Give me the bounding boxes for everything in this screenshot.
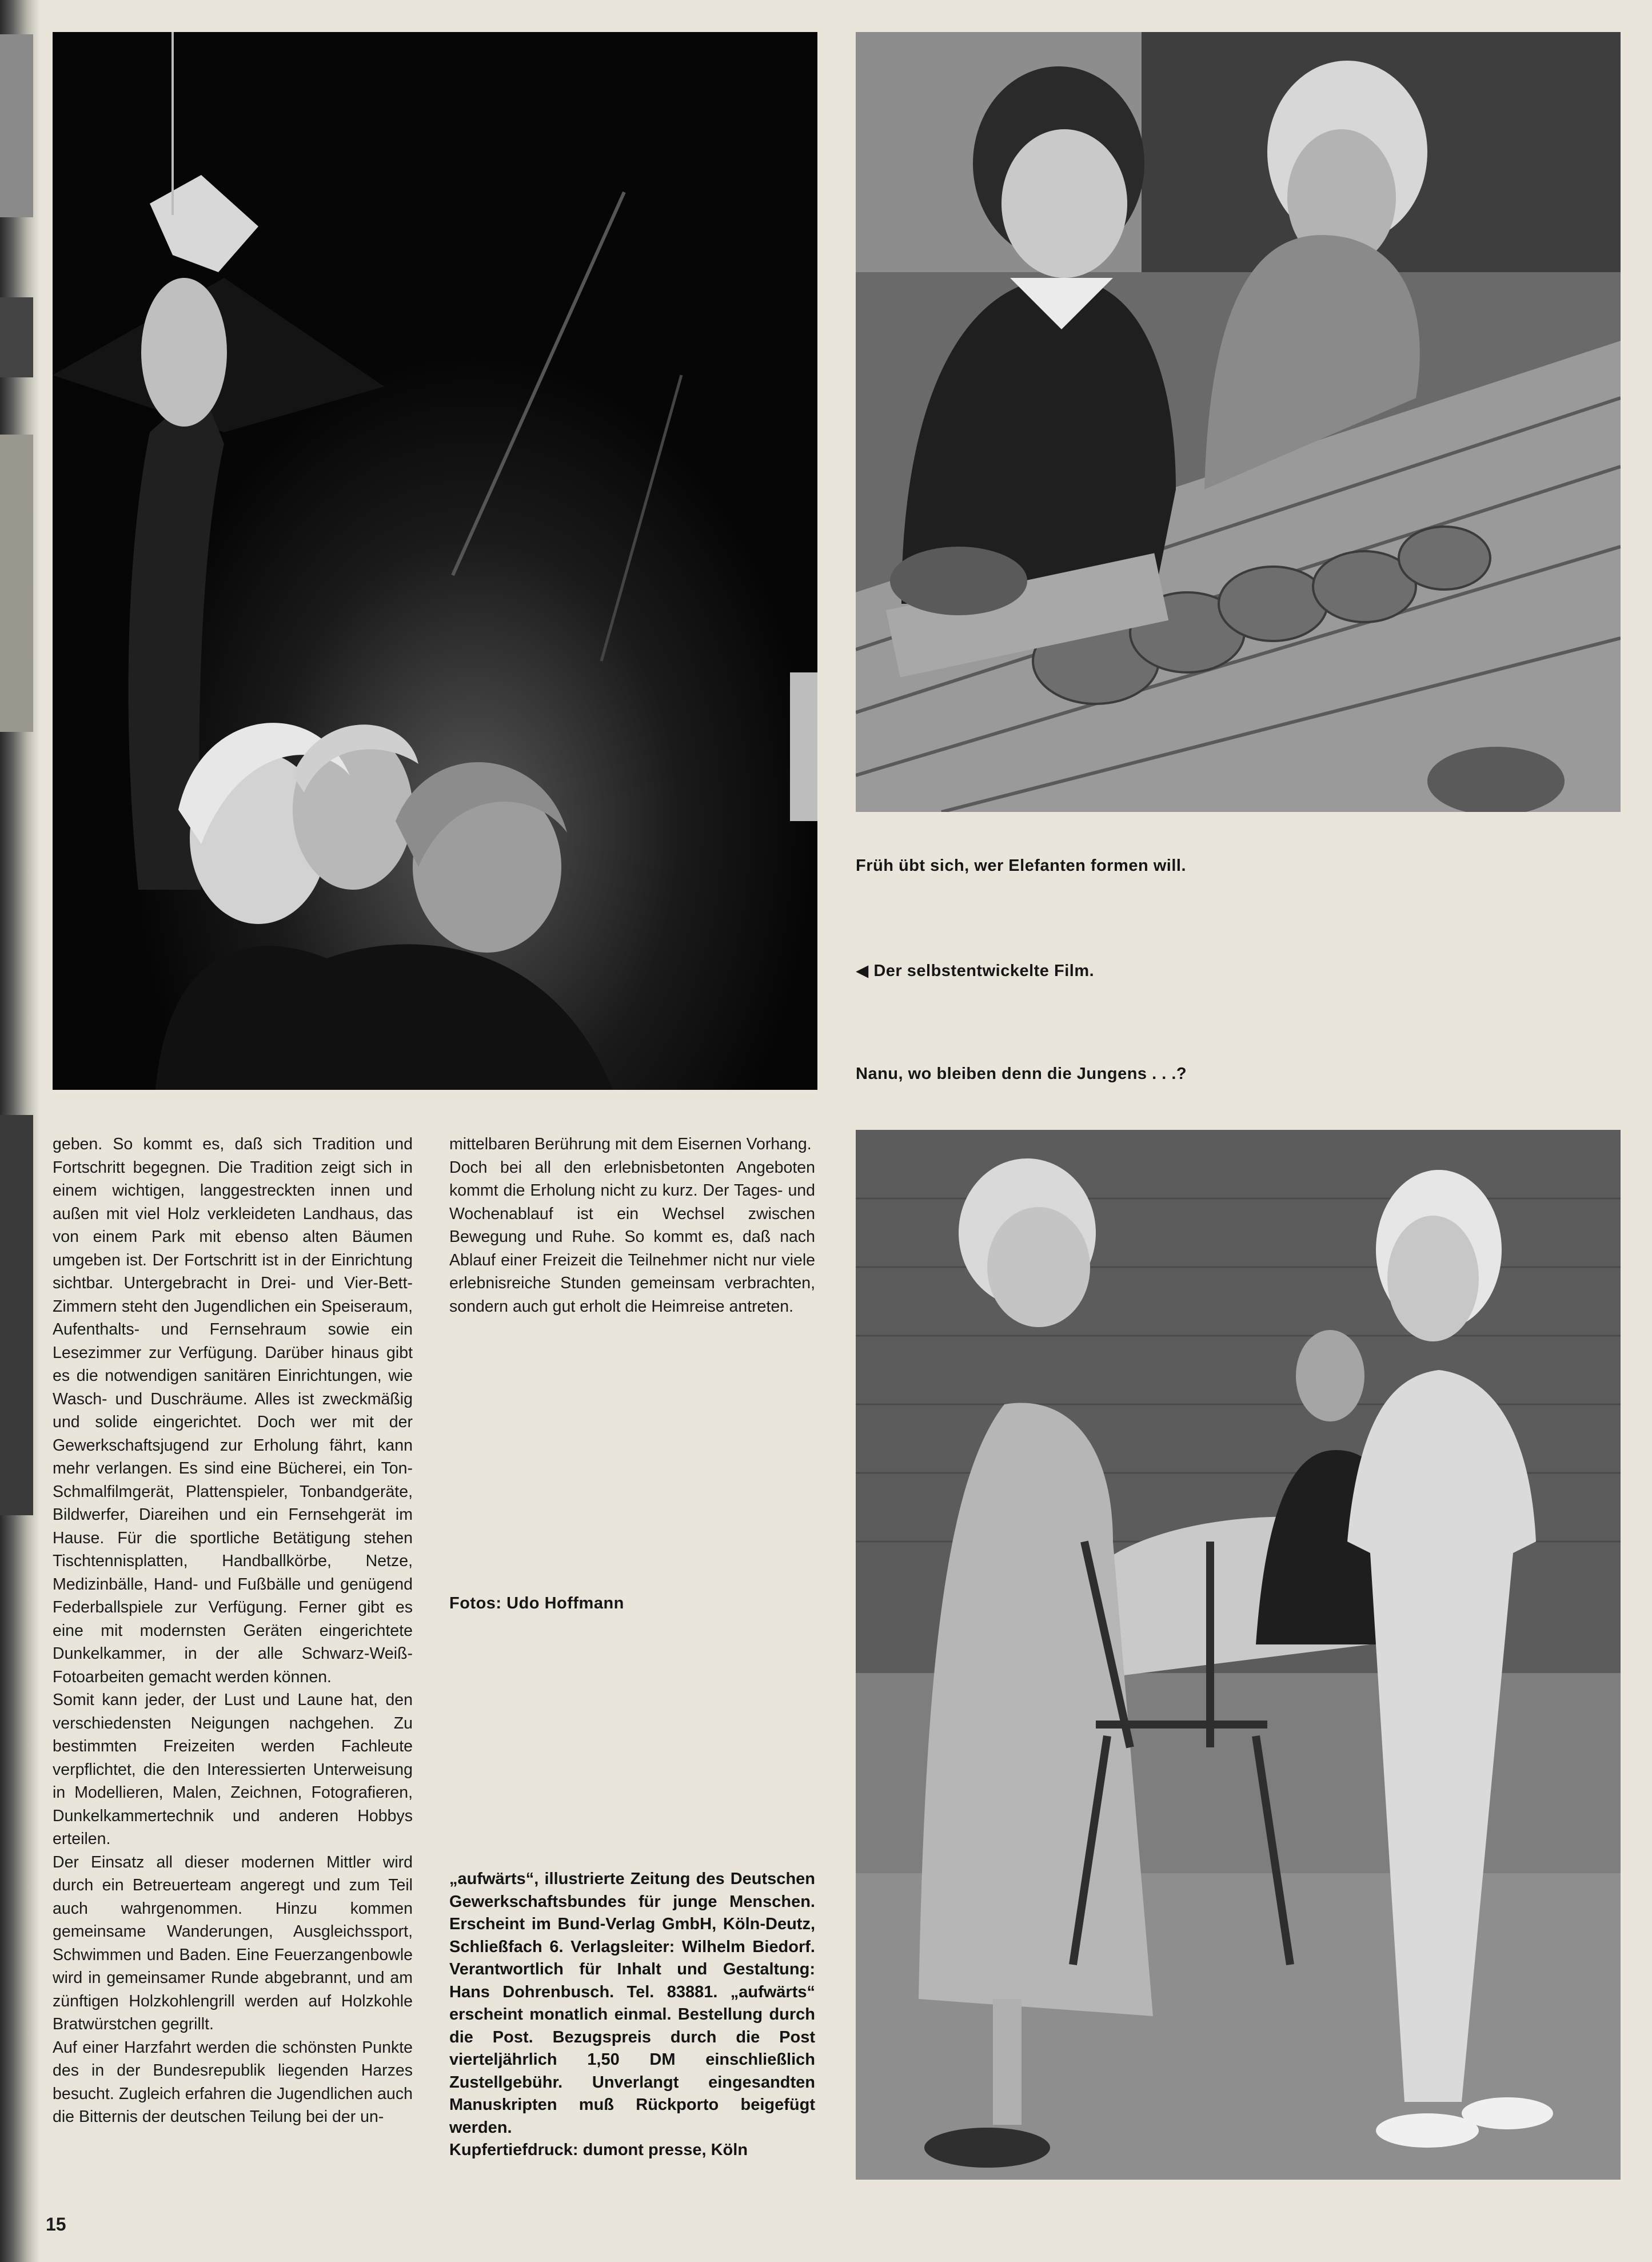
paragraph: mittelbaren Berührung mit dem Eisernen Vorhang. <box>449 1135 812 1153</box>
paragraph: Der Einsatz all dieser modernen Mittler wird durch ein Betreuerteam angeregt und zum Teil auch wahrgenommen. Hinzu kommen gemeinsame Wanderungen, Ausgleichssport, Schwimmen und Baden. Eine Feuerzangenbowle wird in gemeinsamer Runde abgebrannt, und am zünftigen Holzkohlengrill werden auf Holzkohle Bratwürstchen gegrillt. <box>53 1853 413 2033</box>
caption-film: ◀ Der selbstentwickelte Film. <box>856 962 1095 980</box>
article-column-1 <box>53 1133 413 2129</box>
photo-clay-elephants <box>856 32 1621 812</box>
article-column-2 <box>449 1133 815 1318</box>
photo-credit: Fotos: Udo Hoffmann <box>449 1594 624 1612</box>
page-number: 15 <box>46 2214 66 2235</box>
paragraph: Auf einer Harzfahrt werden die schönsten Punkte des in der Bundesrepublik liegenden Harzes besucht. Zugleich erfahren die Jugendlichen auch die Bitternis der deutschen Teilung bei der un- <box>53 2038 413 2126</box>
caption-boys: Nanu, wo bleiben denn die Jungens . . .? <box>856 1065 1187 1083</box>
paragraph: Somit kann jeder, der Lust und Laune hat, den verschiedensten Neigungen nachgehen. Zu bestimmten Freizeiten werden Fachleute verpflichtet, die den Interessierten Unterweisung in Modellieren, Malen, Zeichnen, Fotografieren, Dunkelkammertechnik und anderen Hobbys erteilen. <box>53 1691 413 1848</box>
photo-darkroom-film <box>53 32 817 1090</box>
caption-elephants: Früh übt sich, wer Elefanten formen will. <box>856 857 1187 875</box>
imprint <box>449 1868 815 2162</box>
printer-line: Kupfertiefdruck: dumont presse, Köln <box>449 2141 748 2159</box>
paragraph: Doch bei all den erlebnisbetonten Angeboten kommt die Erholung nicht zu kurz. Der Tages- und Wochenablauf ist ein Wechsel zwischen Bewegung und Ruhe. So kommt es, daß nach Ablauf einer Freizeit die Teilnehmer nicht nur viele erlebnisreiche Stunden gemeinsam verbrachten, sondern auch gut erholt die Heimreise antreten. <box>449 1158 815 1316</box>
imprint-text: „aufwärts“, illustrierte Zeitung des Deutschen Gewerkschaftsbundes für junge Menschen. Erscheint im Bund-Verlag GmbH, Köln-Deutz, Schließfach 6. Verlagsleiter: Wilhelm Biedorf. Verantwortlich für Inhalt und Gestaltung: Hans Dohrenbusch. Tel. 83881. „aufwärts“ erscheint monatlich einmal. Bestellung durch die Post. Bezugspreis durch die Post vierteljährlich 1,50 DM einschließlich Zustellgebühr. Unverlangt eingesandten Manuskripten muß Rückporto beigefügt werden. <box>449 1870 815 2137</box>
facing-page-edge <box>0 0 40 2262</box>
paragraph: geben. So kommt es, daß sich Tradition und Fortschritt begegnen. Die Tradition zeigt sich in einem wichtigen, langgestreckten innen und außen mit viel Holz verkleideten Landhaus, das von einem Park mit ebenso alten Bäumen umgeben ist. Der Fortschritt ist in der Einrichtung sichtbar. Untergebracht in Drei- und Vier-Bett-Zimmern steht den Jugendlichen ein Speiseraum, Aufenthalts- und Fernsehraum sowie ein Lesezimmer zur Verfügung. Darüber hinaus gibt es die notwendigen sanitären Einrichtungen, wie Wasch- und Duschräume. Alles ist zweckmäßig und solide eingerichtet. Doch wer mit der Gewerkschaftsjugend zur Erholung fährt, kann mehr verlangen. Es sind eine Bücherei, ein Ton-Schmalfilmgerät, Plattenspieler, Tonbandgeräte, Bildwerfer, Diareihen und ein Fernsehgerät im Hause. Für die sportliche Betätigung stehen Tischtennisplatten, Handballkörbe, Netze, Medizinbälle, Hand- und Fußbälle und genügend Federballspiele zur Verfügung. Ferner gibt es eine mit modernsten Geräten eingerichtete Dunkelkammer, in der alle Schwarz-Weiß-Fotoarbeiten gemacht werden können. <box>53 1135 413 1686</box>
photo-courtyard-dance <box>856 1130 1621 2180</box>
